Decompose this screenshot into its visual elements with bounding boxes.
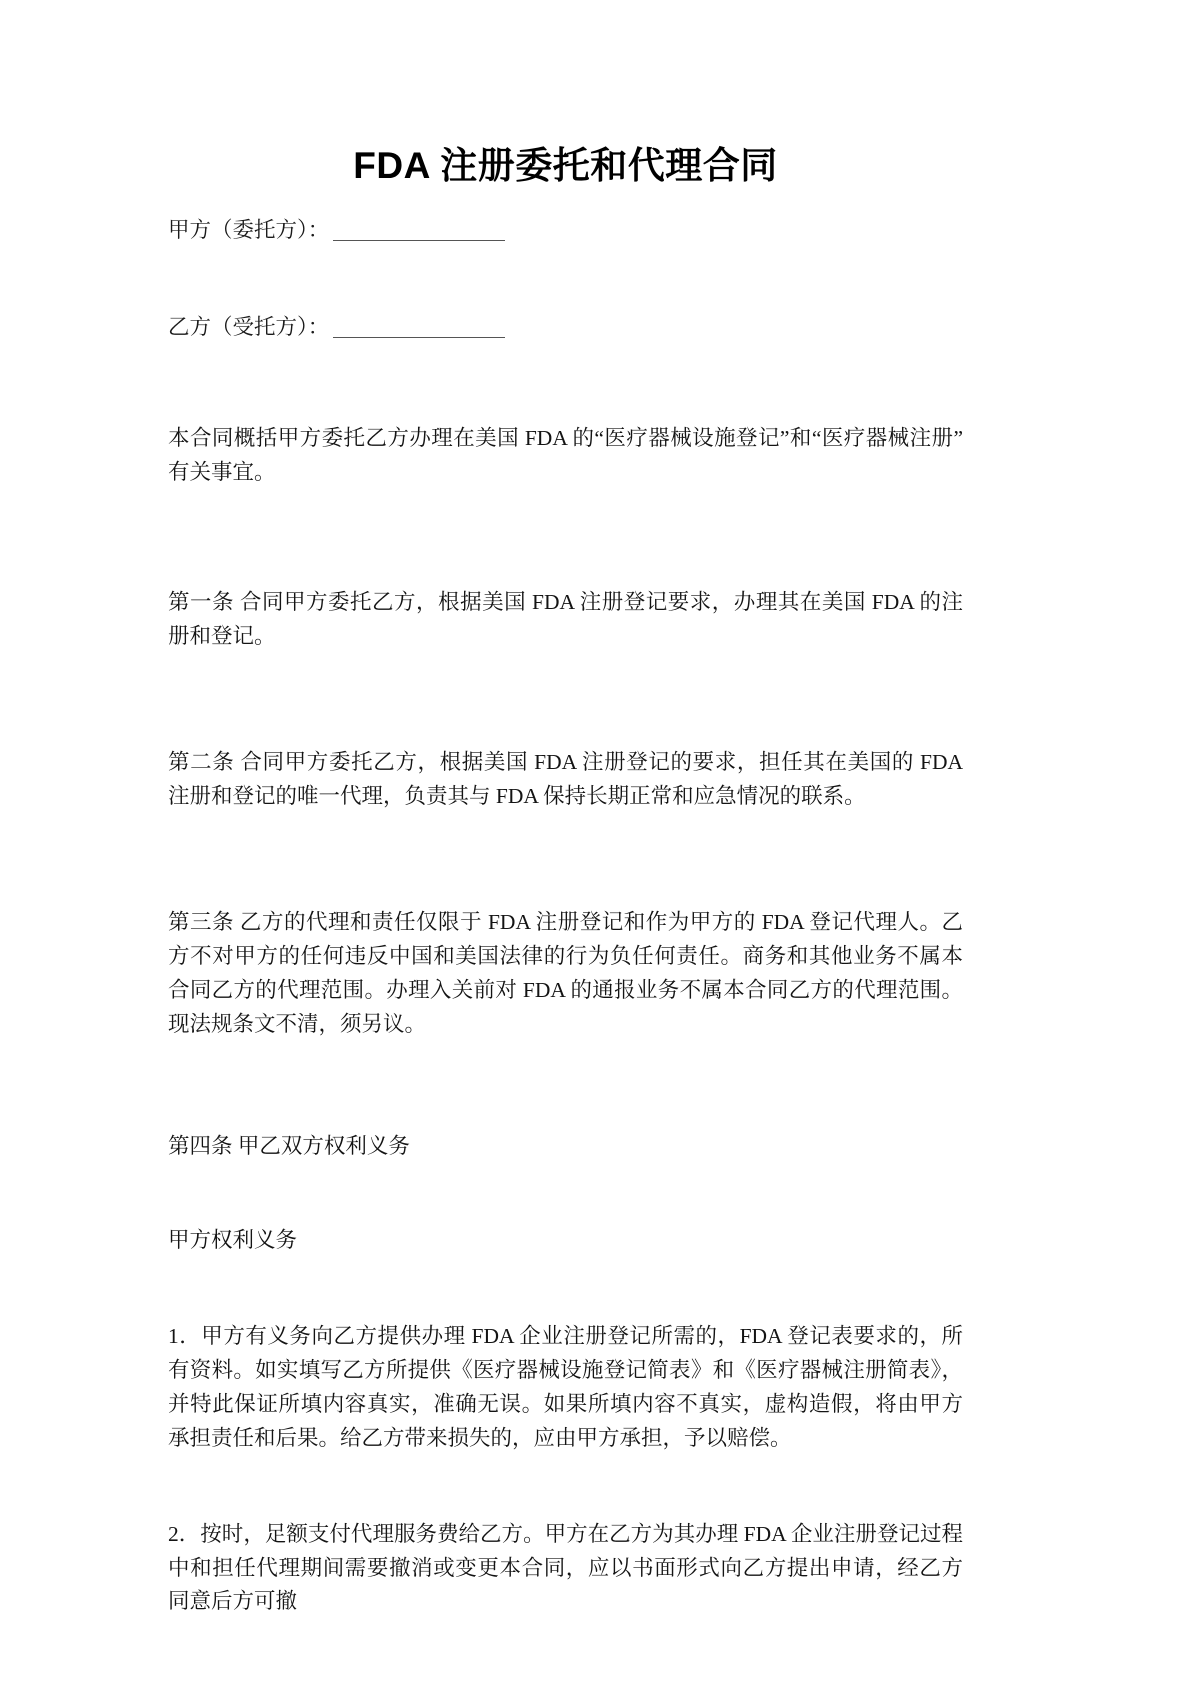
document-content xyxy=(168,0,963,1619)
party-a-line xyxy=(168,213,963,247)
preamble-paragraph: 本合同概括甲方委托乙方办理在美国 FDA 的“医疗器械设施登记”和“医疗器械注册”有关事宜。 xyxy=(168,426,963,484)
obligation-item-2: 2．按时，足额支付代理服务费给乙方。甲方在乙方为其办理 FDA 企业注册登记过程中和担任代理期间需要撤消或变更本合同，应以书面形式向乙方提出申请，经乙方同意后方可撤 xyxy=(168,1521,963,1614)
article-2-paragraph: 第二条 合同甲方委托乙方，根据美国 FDA 注册登记的要求，担任其在美国的 FDA 注册和登记的唯一代理，负责其与 FDA 保持长期正常和应急情况的联系。 xyxy=(168,749,963,808)
party-b-line xyxy=(168,310,963,344)
party-b-fill-blank[interactable] xyxy=(333,315,505,338)
page-title: FDA 注册委托和代理合同 xyxy=(353,145,778,186)
party-a-label: 甲方（委托方）： xyxy=(168,218,330,243)
article-3-paragraph: 第三条 乙方的代理和责任仅限于 FDA 注册登记和作为甲方的 FDA 登记代理人。乙方不对甲方的任何违反中国和美国法律的行为负任何责任。商务和其他业务不属本合同乙方的代理范围。办理入关前对 FDA 的通报业务不属本合同乙方的代理范围。现法规条文不清，须另议。 xyxy=(168,909,963,1036)
obligation-item-1: 1．甲方有义务向乙方提供办理 FDA 企业注册登记所需的，FDA 登记表要求的，所有资料。如实填写乙方所提供《医疗器械设施登记简表》和《医疗器械注册简表》，并特此保证所填内容真实，准确无误。如果所填内容不真实，虚构造假，将由甲方承担责任和后果。给乙方带来损失的，应由甲方承担，予以赔偿。 xyxy=(168,1323,963,1450)
party-b-label: 乙方（受托方）： xyxy=(168,314,330,339)
article-4-heading: 第四条 甲乙双方权利义务 xyxy=(168,1133,410,1158)
party-a-obligations-subheading: 甲方权利义务 xyxy=(168,1227,298,1252)
party-a-fill-blank[interactable] xyxy=(333,219,505,242)
article-1-paragraph: 第一条 合同甲方委托乙方，根据美国 FDA 注册登记要求，办理其在美国 FDA 的注册和登记。 xyxy=(168,589,963,648)
